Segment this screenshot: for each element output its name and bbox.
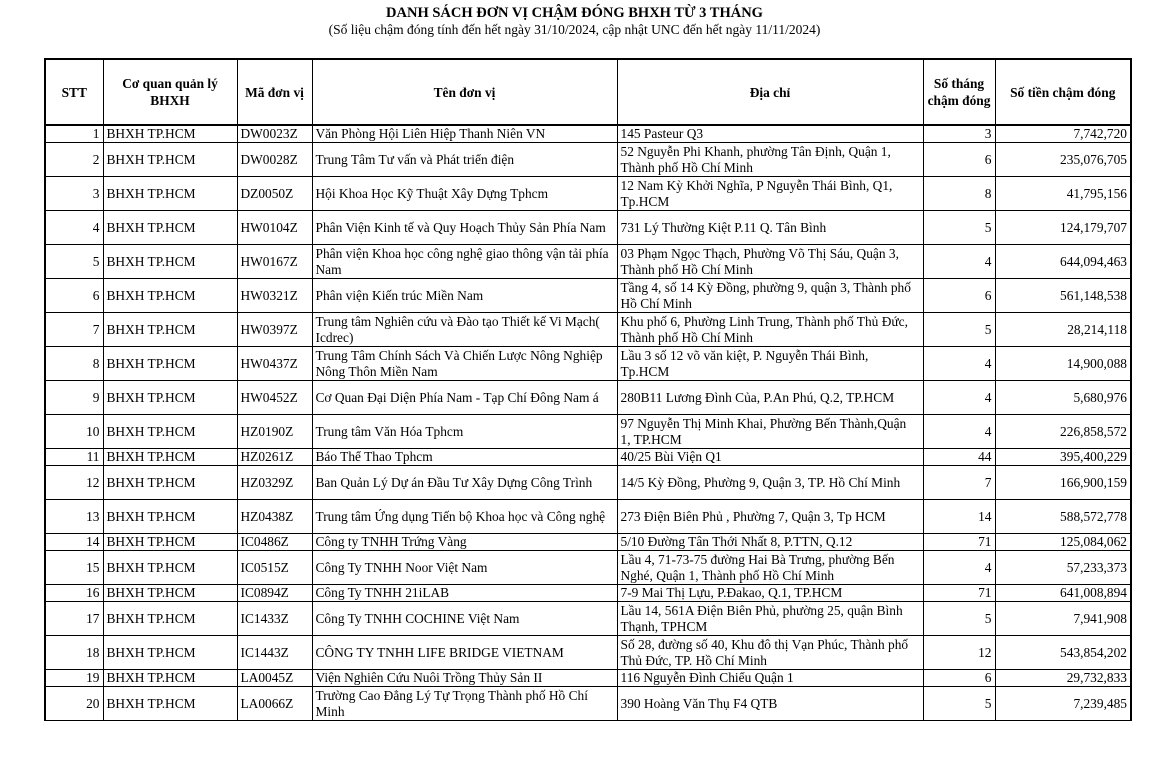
- cell-address: Lầu 4, 71-73-75 đường Hai Bà Trưng, phường Bến Nghé, Quận 1, Thành phố Hồ Chí Minh: [617, 551, 923, 585]
- cell-months: 5: [923, 687, 995, 721]
- table-row: [45, 279, 1131, 313]
- header-address: Địa chỉ: [617, 59, 923, 125]
- cell-amount: 7,239,485: [995, 687, 1131, 721]
- cell-months: 4: [923, 245, 995, 279]
- cell-agency: BHXH TP.HCM: [103, 466, 237, 500]
- cell-agency: BHXH TP.HCM: [103, 500, 237, 534]
- cell-months: 4: [923, 551, 995, 585]
- cell-code: HZ0261Z: [237, 449, 312, 466]
- cell-amount: 561,148,538: [995, 279, 1131, 313]
- cell-amount: 5,680,976: [995, 381, 1131, 415]
- table-body: [45, 125, 1131, 721]
- table-row: [45, 670, 1131, 687]
- cell-amount: 14,900,088: [995, 347, 1131, 381]
- cell-code: HW0321Z: [237, 279, 312, 313]
- cell-code: IC1443Z: [237, 636, 312, 670]
- cell-name: Công Ty TNHH Noor Việt Nam: [312, 551, 617, 585]
- cell-address: 731 Lý Thường Kiệt P.11 Q. Tân Bình: [617, 211, 923, 245]
- cell-code: LA0066Z: [237, 687, 312, 721]
- cell-name: Phân viện Khoa học công nghệ giao thông vận tải phía Nam: [312, 245, 617, 279]
- cell-stt: 3: [45, 177, 103, 211]
- table-row: [45, 125, 1131, 143]
- cell-stt: 16: [45, 585, 103, 602]
- cell-code: IC0486Z: [237, 534, 312, 551]
- cell-name: Công Ty TNHH COCHINE Việt Nam: [312, 602, 617, 636]
- cell-months: 4: [923, 381, 995, 415]
- cell-stt: 11: [45, 449, 103, 466]
- table-row: [45, 177, 1131, 211]
- document-subtitle: (Số liệu chậm đóng tính đến hết ngày 31/10/2024, cập nhật UNC đến hết ngày 11/11/2024): [328, 22, 821, 37]
- cell-code: HZ0190Z: [237, 415, 312, 449]
- cell-stt: 18: [45, 636, 103, 670]
- cell-agency: BHXH TP.HCM: [103, 347, 237, 381]
- cell-stt: 15: [45, 551, 103, 585]
- cell-name: Trung tâm Nghiên cứu và Đào tạo Thiết kế Vi Mạch( Icdrec): [312, 313, 617, 347]
- cell-name: Cơ Quan Đại Diện Phía Nam - Tạp Chí Đông Nam á: [312, 381, 617, 415]
- table-row: [45, 466, 1131, 500]
- cell-months: 7: [923, 466, 995, 500]
- cell-code: HW0397Z: [237, 313, 312, 347]
- cell-code: HW0437Z: [237, 347, 312, 381]
- cell-months: 5: [923, 602, 995, 636]
- cell-code: IC0894Z: [237, 585, 312, 602]
- cell-stt: 7: [45, 313, 103, 347]
- table-row: [45, 347, 1131, 381]
- cell-name: Trung tâm Văn Hóa Tphcm: [312, 415, 617, 449]
- header-name: Tên đơn vị: [312, 59, 617, 125]
- cell-code: HZ0329Z: [237, 466, 312, 500]
- cell-months: 6: [923, 670, 995, 687]
- cell-agency: BHXH TP.HCM: [103, 534, 237, 551]
- cell-stt: 17: [45, 602, 103, 636]
- cell-name: CÔNG TY TNHH LIFE BRIDGE VIETNAM: [312, 636, 617, 670]
- cell-months: 71: [923, 585, 995, 602]
- cell-code: DZ0050Z: [237, 177, 312, 211]
- cell-agency: BHXH TP.HCM: [103, 687, 237, 721]
- table-row: [45, 143, 1131, 177]
- cell-address: 03 Phạm Ngọc Thạch, Phường Võ Thị Sáu, Quận 3, Thành phố Hồ Chí Minh: [617, 245, 923, 279]
- cell-name: Công Ty TNHH 21iLAB: [312, 585, 617, 602]
- cell-months: 71: [923, 534, 995, 551]
- header-amount: Số tiền chậm đóng: [995, 59, 1131, 125]
- cell-amount: 226,858,572: [995, 415, 1131, 449]
- cell-stt: 9: [45, 381, 103, 415]
- cell-months: 3: [923, 125, 995, 143]
- cell-name: Văn Phòng Hội Liên Hiệp Thanh Niên VN: [312, 125, 617, 143]
- cell-stt: 2: [45, 143, 103, 177]
- cell-stt: 1: [45, 125, 103, 143]
- cell-address: 390 Hoàng Văn Thụ F4 QTB: [617, 687, 923, 721]
- table-row: [45, 534, 1131, 551]
- cell-code: DW0023Z: [237, 125, 312, 143]
- cell-address: 14/5 Kỳ Đồng, Phường 9, Quận 3, TP. Hồ Chí Minh: [617, 466, 923, 500]
- cell-amount: 7,742,720: [995, 125, 1131, 143]
- cell-name: Trung Tâm Chính Sách Và Chiến Lược Nông Nghiệp Nông Thôn Miền Nam: [312, 347, 617, 381]
- cell-name: Công ty TNHH Trứng Vàng: [312, 534, 617, 551]
- cell-months: 4: [923, 415, 995, 449]
- cell-agency: BHXH TP.HCM: [103, 279, 237, 313]
- cell-address: Tầng 4, số 14 Kỳ Đồng, phường 9, quận 3, Thành phố Hồ Chí Minh: [617, 279, 923, 313]
- cell-name: Trung Tâm Tư vấn và Phát triển điện: [312, 143, 617, 177]
- cell-code: HW0104Z: [237, 211, 312, 245]
- cell-agency: BHXH TP.HCM: [103, 415, 237, 449]
- cell-months: 12: [923, 636, 995, 670]
- cell-code: IC0515Z: [237, 551, 312, 585]
- cell-amount: 166,900,159: [995, 466, 1131, 500]
- header-months: Số tháng chậm đóng: [923, 59, 995, 125]
- cell-amount: 28,214,118: [995, 313, 1131, 347]
- cell-amount: 57,233,373: [995, 551, 1131, 585]
- table-row: [45, 636, 1131, 670]
- cell-amount: 588,572,778: [995, 500, 1131, 534]
- cell-agency: BHXH TP.HCM: [103, 125, 237, 143]
- cell-months: 44: [923, 449, 995, 466]
- cell-code: DW0028Z: [237, 143, 312, 177]
- cell-stt: 12: [45, 466, 103, 500]
- table-row: [45, 415, 1131, 449]
- cell-stt: 8: [45, 347, 103, 381]
- cell-name: Hội Khoa Học Kỹ Thuật Xây Dựng Tphcm: [312, 177, 617, 211]
- cell-stt: 10: [45, 415, 103, 449]
- table-row: [45, 211, 1131, 245]
- cell-address: 5/10 Đường Tân Thới Nhất 8, P.TTN, Q.12: [617, 534, 923, 551]
- table-row: [45, 449, 1131, 466]
- table-row: [45, 500, 1131, 534]
- cell-months: 5: [923, 211, 995, 245]
- cell-code: HZ0438Z: [237, 500, 312, 534]
- cell-agency: BHXH TP.HCM: [103, 381, 237, 415]
- cell-agency: BHXH TP.HCM: [103, 636, 237, 670]
- cell-months: 6: [923, 279, 995, 313]
- cell-name: Phân Viện Kinh tế và Quy Hoạch Thủy Sản Phía Nam: [312, 211, 617, 245]
- header-code: Mã đơn vị: [237, 59, 312, 125]
- cell-amount: 395,400,229: [995, 449, 1131, 466]
- cell-months: 8: [923, 177, 995, 211]
- table-row: [45, 687, 1131, 721]
- cell-address: 52 Nguyễn Phi Khanh, phường Tân Định, Quận 1, Thành phố Hồ Chí Minh: [617, 143, 923, 177]
- table-row: [45, 381, 1131, 415]
- cell-months: 6: [923, 143, 995, 177]
- cell-amount: 7,941,908: [995, 602, 1131, 636]
- table-header-row: [45, 59, 1131, 125]
- cell-agency: BHXH TP.HCM: [103, 211, 237, 245]
- cell-agency: BHXH TP.HCM: [103, 177, 237, 211]
- cell-agency: BHXH TP.HCM: [103, 449, 237, 466]
- cell-amount: 543,854,202: [995, 636, 1131, 670]
- header-stt: STT: [45, 59, 103, 125]
- cell-address: Khu phố 6, Phường Linh Trung, Thành phố Thủ Đức, Thành phố Hồ Chí Minh: [617, 313, 923, 347]
- cell-code: LA0045Z: [237, 670, 312, 687]
- cell-address: 97 Nguyễn Thị Minh Khai, Phường Bến Thành,Quận 1, TP.HCM: [617, 415, 923, 449]
- cell-stt: 4: [45, 211, 103, 245]
- cell-months: 4: [923, 347, 995, 381]
- cell-stt: 6: [45, 279, 103, 313]
- cell-address: Lầu 14, 561A Điện Biên Phủ, phường 25, quận Bình Thạnh, TPHCM: [617, 602, 923, 636]
- cell-amount: 125,084,062: [995, 534, 1131, 551]
- cell-amount: 644,094,463: [995, 245, 1131, 279]
- cell-agency: BHXH TP.HCM: [103, 670, 237, 687]
- cell-name: Phân viện Kiến trúc Miền Nam: [312, 279, 617, 313]
- cell-address: 40/25 Bùi Viện Q1: [617, 449, 923, 466]
- cell-address: 280B11 Lương Đình Của, P.An Phú, Q.2, TP.HCM: [617, 381, 923, 415]
- cell-stt: 5: [45, 245, 103, 279]
- header-agency: Cơ quan quản lý BHXH: [103, 59, 237, 125]
- cell-address: 12 Nam Kỳ Khởi Nghĩa, P Nguyễn Thái Bình, Q1, Tp.HCM: [617, 177, 923, 211]
- cell-address: 7-9 Mai Thị Lựu, P.Đakao, Q.1, TP.HCM: [617, 585, 923, 602]
- cell-stt: 14: [45, 534, 103, 551]
- cell-agency: BHXH TP.HCM: [103, 143, 237, 177]
- cell-address: 273 Điện Biên Phủ , Phường 7, Quận 3, Tp HCM: [617, 500, 923, 534]
- table-row: [45, 585, 1131, 602]
- cell-address: 116 Nguyễn Đình Chiểu Quận 1: [617, 670, 923, 687]
- cell-months: 14: [923, 500, 995, 534]
- table-row: [45, 551, 1131, 585]
- cell-name: Trường Cao Đẳng Lý Tự Trọng Thành phố Hồ Chí Minh: [312, 687, 617, 721]
- cell-name: Viện Nghiên Cứu Nuôi Trồng Thủy Sản II: [312, 670, 617, 687]
- cell-name: Ban Quản Lý Dự án Đầu Tư Xây Dựng Công Trình: [312, 466, 617, 500]
- cell-agency: BHXH TP.HCM: [103, 585, 237, 602]
- cell-agency: BHXH TP.HCM: [103, 602, 237, 636]
- cell-agency: BHXH TP.HCM: [103, 313, 237, 347]
- cell-stt: 13: [45, 500, 103, 534]
- cell-agency: BHXH TP.HCM: [103, 551, 237, 585]
- cell-amount: 29,732,833: [995, 670, 1131, 687]
- cell-stt: 19: [45, 670, 103, 687]
- cell-address: 145 Pasteur Q3: [617, 125, 923, 143]
- table-row: [45, 313, 1131, 347]
- cell-name: Báo Thể Thao Tphcm: [312, 449, 617, 466]
- cell-amount: 641,008,894: [995, 585, 1131, 602]
- cell-address: Lầu 3 số 12 võ văn kiệt, P. Nguyễn Thái Bình, Tp.HCM: [617, 347, 923, 381]
- late-payment-table: [44, 58, 1132, 721]
- table-row: [45, 602, 1131, 636]
- cell-code: HW0452Z: [237, 381, 312, 415]
- cell-amount: 124,179,707: [995, 211, 1131, 245]
- cell-amount: 41,795,156: [995, 177, 1131, 211]
- table-row: [45, 245, 1131, 279]
- cell-stt: 20: [45, 687, 103, 721]
- cell-code: IC1433Z: [237, 602, 312, 636]
- cell-address: Số 28, đường số 40, Khu đô thị Vạn Phúc, Thành phố Thủ Đức, TP. Hồ Chí Minh: [617, 636, 923, 670]
- cell-name: Trung tâm Ứng dụng Tiến bộ Khoa học và Công nghệ: [312, 500, 617, 534]
- cell-code: HW0167Z: [237, 245, 312, 279]
- document-title: DANH SÁCH ĐƠN VỊ CHẬM ĐÓNG BHXH TỪ 3 THÁNG: [386, 5, 763, 21]
- cell-months: 5: [923, 313, 995, 347]
- cell-agency: BHXH TP.HCM: [103, 245, 237, 279]
- cell-amount: 235,076,705: [995, 143, 1131, 177]
